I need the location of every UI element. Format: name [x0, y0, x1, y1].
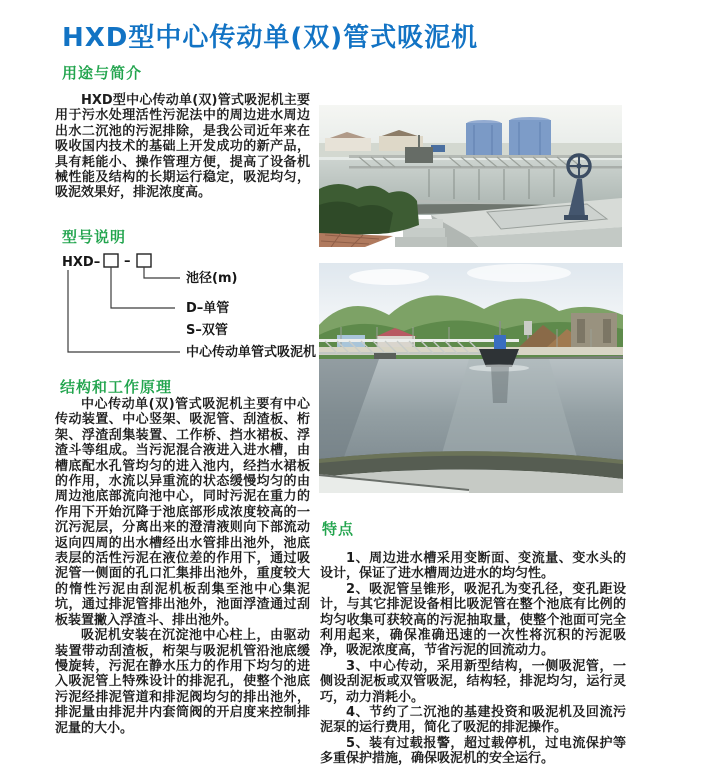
diagram-callout-lines [68, 267, 180, 352]
model-code-box-diameter [137, 254, 151, 267]
intro-text: HXD型中心传动单(双)管式吸泥机主要用于污水处理活性污泥法中的周边进水周边出水二沉池的污泥排除，是我公司近年来在吸收国内技术的基础上开发成功的新产品，具有耗能小、操作管理方便，提高了设备机械性能及结构的长期运行稳定，吸泥均匀，吸泥效果好，排泥浓度高。 [55, 93, 310, 201]
sedimentation-tank-photo-2 [319, 263, 623, 493]
model-code-diagram [62, 250, 322, 365]
section-heading-features: 特点 [322, 520, 355, 538]
structure-paragraph-2: 吸泥机安装在沉淀池中心柱上，由驱动装置带动刮渣板，桁架与吸泥机管沿池底缓慢旋转，污泥在静水压力的作用下均匀的进入吸泥管上特殊设计的排泥孔，使整个池底污泥经排泥管道和排泥阀均匀的排出池外，排泥量由排泥井内套筒阀的开启度来控制排泥量的大小。 [55, 628, 310, 736]
label-single-pipe: D–单管 [186, 301, 230, 316]
feature-item-3: 3、中心传动，采用新型结构，一侧吸泥管，一侧设刮泥板或双管吸泥，结构轻，排泥均匀，运行灵巧，动力消耗小。 [320, 658, 626, 705]
label-double-pipe: S–双管 [186, 323, 228, 338]
section-heading-structure: 结构和工作原理 [60, 378, 173, 396]
model-code-prefix: HXD– [62, 255, 101, 270]
feature-item-1: 1、周边进水槽采用变断面、变流量、变水头的设计，保证了进水槽周边进水的均匀性。 [320, 551, 626, 582]
treatment-plant-photo-1 [319, 105, 622, 247]
page-title: HXD型中心传动单(双)管式吸泥机 [62, 23, 479, 53]
section-heading-intro: 用途与简介 [62, 64, 143, 82]
feature-item-4: 4、节约了二沉池的基建投资和吸泥机及回流污泥泵的运行费用，简化了吸泥的排泥操作。 [320, 705, 626, 736]
section-heading-model: 型号说明 [62, 228, 127, 246]
intro-paragraph [55, 93, 310, 201]
feature-item-5: 5、装有过载报警，超过载停机，过电流保护等多重保护措施，确保吸泥机的安全运行。 [320, 735, 626, 767]
model-code-box-pipe-type [104, 254, 118, 267]
model-code-separator: – [124, 254, 131, 269]
label-pool-diameter: 池径(m) [186, 271, 238, 286]
feature-item-2: 2、吸泥管呈锥形，吸泥孔为变孔径，变孔距设计，与其它排泥设备相比吸泥管在整个池底有比例的均匀收集可获较高的污泥抽取量，使整个池面可完全利用起来，确保准确迅速的一次性将沉积的污泥吸净，吸泥浓度高，节省污泥的回流动力。 [320, 581, 626, 659]
structure-paragraph-1: 中心传动单(双)管式吸泥机主要有中心传动装置、中心竖架、吸泥管、刮渣板、桁架、浮渣刮集装置、工作桥、挡水裙板、浮渣斗等组成。当污泥混合液进入进水槽，由槽底配水孔管均匀的进入池内，经挡水裙板的作用，水流以异重流的状态缓慢均匀的由周边池底部流向池中心，同时污泥在重力的作用下开始沉降于池底部形成浓度较高的一沉污泥层，分离出来的澄清液则向下部流动返向四周的出水槽经出水管排出池外，池底表层的活性污泥在液位差的作用下，通过吸泥管一侧面的孔口汇集排出池外，重度较大的惰性污泥由刮泥机板刮集至池中心集泥坑，通过排泥管排出池外，池面浮渣通过刮板装置撇入浮渣斗、排出池外。 [55, 397, 310, 628]
features-list [320, 551, 626, 767]
structure-paragraphs [55, 397, 310, 736]
label-machine-name: 中心传动单管式吸泥机 [186, 345, 317, 360]
